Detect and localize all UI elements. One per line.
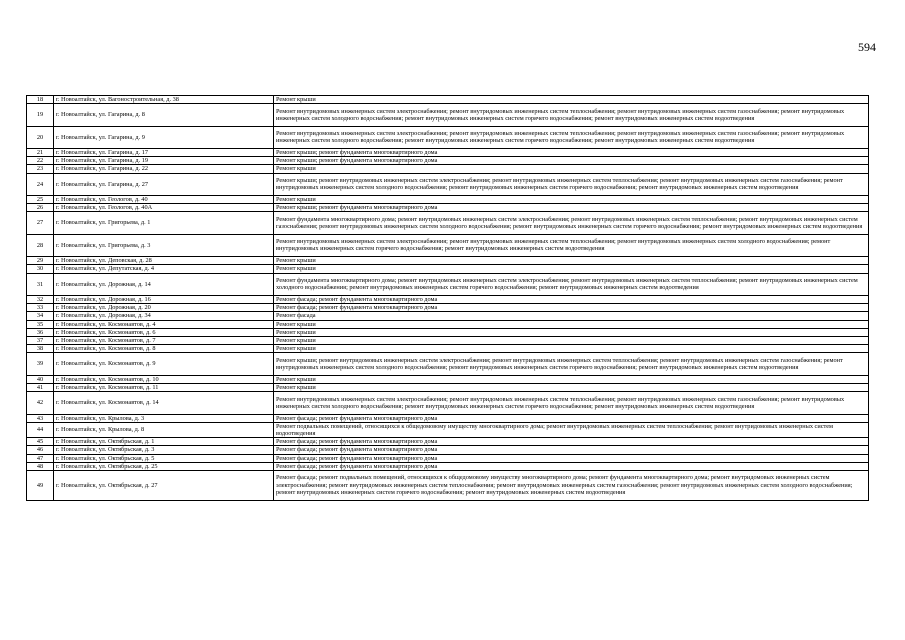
- page-number: 594: [858, 40, 876, 54]
- row-number-cell: 32: [27, 295, 54, 303]
- table-row: [27, 438, 869, 446]
- work-type-cell: Ремонт фасада; ремонт фундамента многоквартирного дома: [274, 414, 869, 422]
- table-row: [27, 204, 869, 212]
- table-row: [27, 336, 869, 344]
- table-row: [27, 126, 869, 148]
- work-type-cell: Ремонт крыши: [274, 345, 869, 353]
- work-type-cell: Ремонт крыши: [274, 257, 869, 265]
- row-number-cell: 48: [27, 462, 54, 470]
- work-type-cell: Ремонт крыши; ремонт фундамента многоквартирного дома: [274, 148, 869, 156]
- table-row: [27, 422, 869, 437]
- table-row: [27, 195, 869, 203]
- work-type-cell: Ремонт крыши; ремонт внутридомовых инженерных систем электроснабжения; ремонт внутридомовых инженерных систем теплоснабжения; ремонт внутридомовых инженерных систем газоснабжения; ремонт внутридомовых инженерных систем холодного водоснабжения; ремонт внутридомовых инженерных систем горячего водоснабжения; ремонт внутридомовых инженерных систем водоотведения: [274, 173, 869, 195]
- row-number-cell: 19: [27, 104, 54, 126]
- row-number-cell: 28: [27, 234, 54, 256]
- row-number-cell: 39: [27, 353, 54, 375]
- address-cell: г. Новоалтайск, ул. Космонавтов, д. 11: [54, 383, 274, 391]
- table-row: [27, 375, 869, 383]
- address-cell: г. Новоалтайск, ул. Космонавтов, д. 4: [54, 320, 274, 328]
- row-number-cell: 33: [27, 304, 54, 312]
- work-type-cell: Ремонт фасада; ремонт фундамента многоквартирного дома: [274, 295, 869, 303]
- work-type-cell: Ремонт фасада; ремонт подвальных помещений, относящихся к общедомовому имуществу многоквартирного дома; ремонт фундамента многоквартирного дома; ремонт внутридомовых инженерных систем электроснабжения; ремонт внутридомовых инженерных систем теплоснабжения; ремонт внутридомовых инженерных систем газоснабжения; ремонт внутридомовых инженерных систем холодного водоснабжения; ремонт внутридомовых инженерных систем горячего водоснабжения; ремонт внутридомовых инженерных систем водоотведения: [274, 471, 869, 501]
- table-row: [27, 304, 869, 312]
- address-cell: г. Новоалтайск, ул. Геологов, д. 40: [54, 195, 274, 203]
- row-number-cell: 44: [27, 422, 54, 437]
- table-body: [27, 96, 869, 501]
- row-number-cell: 46: [27, 446, 54, 454]
- table-row: [27, 353, 869, 375]
- work-type-cell: Ремонт фасада; ремонт фундамента многоквартирного дома: [274, 304, 869, 312]
- table-row: [27, 157, 869, 165]
- table-row: [27, 234, 869, 256]
- row-number-cell: 20: [27, 126, 54, 148]
- address-cell: г. Новоалтайск, ул. Октябрьская, д. 1: [54, 438, 274, 446]
- work-type-cell: Ремонт фундамента многоквартирного дома; ремонт внутридомовых инженерных систем электроснабжения; ремонт внутридомовых инженерных систем теплоснабжения; ремонт внутридомовых инженерных систем газоснабжения; ремонт внутридомовых инженерных систем холодного водоснабжения; ремонт внутридомовых инженерных систем горячего водоснабжения; ремонт внутридомовых инженерных систем водоотведения: [274, 212, 869, 234]
- table-row: [27, 446, 869, 454]
- table-row: [27, 345, 869, 353]
- row-number-cell: 21: [27, 148, 54, 156]
- table-row: [27, 265, 869, 273]
- work-type-cell: Ремонт крыши: [274, 383, 869, 391]
- table-row: [27, 383, 869, 391]
- work-type-cell: Ремонт внутридомовых инженерных систем электроснабжения; ремонт внутридомовых инженерных систем теплоснабжения; ремонт внутридомовых инженерных систем газоснабжения; ремонт внутридомовых инженерных систем холодного водоснабжения; ремонт внутридомовых инженерных систем горячего водоснабжения; ремонт внутридомовых инженерных систем водоотведения: [274, 104, 869, 126]
- table-row: [27, 148, 869, 156]
- row-number-cell: 40: [27, 375, 54, 383]
- work-type-cell: Ремонт внутридомовых инженерных систем электроснабжения; ремонт внутридомовых инженерных систем теплоснабжения; ремонт внутридомовых инженерных систем холодного водоснабжения; ремонт внутридомовых инженерных систем горячего водоснабжения; ремонт внутридомовых инженерных систем водоотведения: [274, 234, 869, 256]
- repair-schedule-table: [26, 95, 869, 501]
- work-type-cell: Ремонт фасада; ремонт фундамента многоквартирного дома: [274, 446, 869, 454]
- address-cell: г. Новоалтайск, ул. Гагарина, д. 19: [54, 157, 274, 165]
- table-row: [27, 392, 869, 414]
- work-type-cell: Ремонт крыши: [274, 375, 869, 383]
- row-number-cell: 24: [27, 173, 54, 195]
- table-row: [27, 257, 869, 265]
- row-number-cell: 25: [27, 195, 54, 203]
- table-row: [27, 212, 869, 234]
- address-cell: г. Новоалтайск, ул. Гагарина, д. 8: [54, 104, 274, 126]
- work-type-cell: Ремонт фундамента многоквартирного дома; ремонт внутридомовых инженерных систем электроснабжения; ремонт внутридомовых инженерных систем теплоснабжения; ремонт внутридомовых инженерных систем холодного водоснабжения; ремонт внутридомовых инженерных систем горячего водоснабжения; ремонт внутридомовых инженерных систем водоотведения: [274, 273, 869, 295]
- row-number-cell: 47: [27, 454, 54, 462]
- address-cell: г. Новоалтайск, ул. Депутатская, д. 4: [54, 265, 274, 273]
- work-type-cell: Ремонт крыши: [274, 165, 869, 173]
- address-cell: г. Новоалтайск, ул. Гагарина, д. 22: [54, 165, 274, 173]
- row-number-cell: 38: [27, 345, 54, 353]
- table-row: [27, 165, 869, 173]
- address-cell: г. Новоалтайск, ул. Дорожная, д. 14: [54, 273, 274, 295]
- address-cell: г. Новоалтайск, ул. Крылова, д. 8: [54, 422, 274, 437]
- row-number-cell: 30: [27, 265, 54, 273]
- row-number-cell: 18: [27, 96, 54, 104]
- address-cell: г. Новоалтайск, ул. Деповская, д. 28: [54, 257, 274, 265]
- row-number-cell: 27: [27, 212, 54, 234]
- work-type-cell: Ремонт крыши: [274, 320, 869, 328]
- row-number-cell: 22: [27, 157, 54, 165]
- table-row: [27, 454, 869, 462]
- table-row: [27, 295, 869, 303]
- work-type-cell: Ремонт крыши; ремонт внутридомовых инженерных систем электроснабжения; ремонт внутридомовых инженерных систем теплоснабжения; ремонт внутридомовых инженерных систем газоснабжения; ремонт внутридомовых инженерных систем холодного водоснабжения; ремонт внутридомовых инженерных систем горячего водоснабжения; ремонт внутридомовых инженерных систем водоотведения: [274, 353, 869, 375]
- address-cell: г. Новоалтайск, ул. Крылова, д. 3: [54, 414, 274, 422]
- work-type-cell: Ремонт фасада; ремонт фундамента многоквартирного дома: [274, 462, 869, 470]
- address-cell: г. Новоалтайск, ул. Дорожная, д. 20: [54, 304, 274, 312]
- work-type-cell: Ремонт внутридомовых инженерных систем электроснабжения; ремонт внутридомовых инженерных систем теплоснабжения; ремонт внутридомовых инженерных систем газоснабжения; ремонт внутридомовых инженерных систем холодного водоснабжения; ремонт внутридомовых инженерных систем горячего водоснабжения; ремонт внутридомовых инженерных систем водоотведения: [274, 392, 869, 414]
- address-cell: г. Новоалтайск, ул. Октябрьская, д. 3: [54, 446, 274, 454]
- row-number-cell: 43: [27, 414, 54, 422]
- address-cell: г. Новоалтайск, ул. Григорьева, д. 3: [54, 234, 274, 256]
- address-cell: г. Новоалтайск, ул. Дорожная, д. 16: [54, 295, 274, 303]
- row-number-cell: 26: [27, 204, 54, 212]
- work-type-cell: Ремонт крыши: [274, 328, 869, 336]
- row-number-cell: 29: [27, 257, 54, 265]
- row-number-cell: 42: [27, 392, 54, 414]
- row-number-cell: 49: [27, 471, 54, 501]
- work-type-cell: Ремонт крыши: [274, 195, 869, 203]
- address-cell: г. Новоалтайск, ул. Космонавтов, д. 6: [54, 328, 274, 336]
- address-cell: г. Новоалтайск, ул. Октябрьская, д. 5: [54, 454, 274, 462]
- address-cell: г. Новоалтайск, ул. Вагоностроительная, д. 38: [54, 96, 274, 104]
- work-type-cell: Ремонт крыши; ремонт фундамента многоквартирного дома: [274, 204, 869, 212]
- row-number-cell: 45: [27, 438, 54, 446]
- address-cell: г. Новоалтайск, ул. Гагарина, д. 9: [54, 126, 274, 148]
- address-cell: г. Новоалтайск, ул. Дорожная, д. 34: [54, 312, 274, 320]
- work-type-cell: Ремонт фасада; ремонт фундамента многоквартирного дома: [274, 438, 869, 446]
- work-type-cell: Ремонт крыши; ремонт фундамента многоквартирного дома: [274, 157, 869, 165]
- table-row: [27, 104, 869, 126]
- table-row: [27, 96, 869, 104]
- address-cell: г. Новоалтайск, ул. Космонавтов, д. 7: [54, 336, 274, 344]
- work-type-cell: Ремонт крыши: [274, 265, 869, 273]
- address-cell: г. Новоалтайск, ул. Космонавтов, д. 10: [54, 375, 274, 383]
- row-number-cell: 31: [27, 273, 54, 295]
- row-number-cell: 41: [27, 383, 54, 391]
- work-type-cell: Ремонт фасада: [274, 312, 869, 320]
- row-number-cell: 34: [27, 312, 54, 320]
- work-type-cell: Ремонт внутридомовых инженерных систем электроснабжения; ремонт внутридомовых инженерных систем теплоснабжения; ремонт внутридомовых инженерных систем газоснабжения; ремонт внутридомовых инженерных систем холодного водоснабжения; ремонт внутридомовых инженерных систем горячего водоснабжения; ремонт внутридомовых инженерных систем водоотведения: [274, 126, 869, 148]
- table-row: [27, 414, 869, 422]
- address-cell: г. Новоалтайск, ул. Октябрьская, д. 27: [54, 471, 274, 501]
- work-type-cell: Ремонт крыши: [274, 96, 869, 104]
- address-cell: г. Новоалтайск, ул. Гагарина, д. 17: [54, 148, 274, 156]
- table-row: [27, 312, 869, 320]
- row-number-cell: 35: [27, 320, 54, 328]
- work-type-cell: Ремонт фасада; ремонт фундамента многоквартирного дома: [274, 454, 869, 462]
- row-number-cell: 23: [27, 165, 54, 173]
- address-cell: г. Новоалтайск, ул. Космонавтов, д. 8: [54, 345, 274, 353]
- table-row: [27, 173, 869, 195]
- table-row: [27, 273, 869, 295]
- row-number-cell: 36: [27, 328, 54, 336]
- address-cell: г. Новоалтайск, ул. Гагарина, д. 27: [54, 173, 274, 195]
- address-cell: г. Новоалтайск, ул. Октябрьская, д. 25: [54, 462, 274, 470]
- table-row: [27, 320, 869, 328]
- table-row: [27, 462, 869, 470]
- address-cell: г. Новоалтайск, ул. Григорьева, д. 1: [54, 212, 274, 234]
- work-type-cell: Ремонт подвальных помещений, относящихся к общедомовому имуществу многоквартирного дома; ремонт внутридомовых инженерных систем теплоснабжения; ремонт внутридомовых инженерных систем водоотведения: [274, 422, 869, 437]
- address-cell: г. Новоалтайск, ул. Космонавтов, д. 9: [54, 353, 274, 375]
- row-number-cell: 37: [27, 336, 54, 344]
- address-cell: г. Новоалтайск, ул. Космонавтов, д. 14: [54, 392, 274, 414]
- table-row: [27, 328, 869, 336]
- address-cell: г. Новоалтайск, ул. Геологов, д. 40А: [54, 204, 274, 212]
- work-type-cell: Ремонт крыши: [274, 336, 869, 344]
- table-row: [27, 471, 869, 501]
